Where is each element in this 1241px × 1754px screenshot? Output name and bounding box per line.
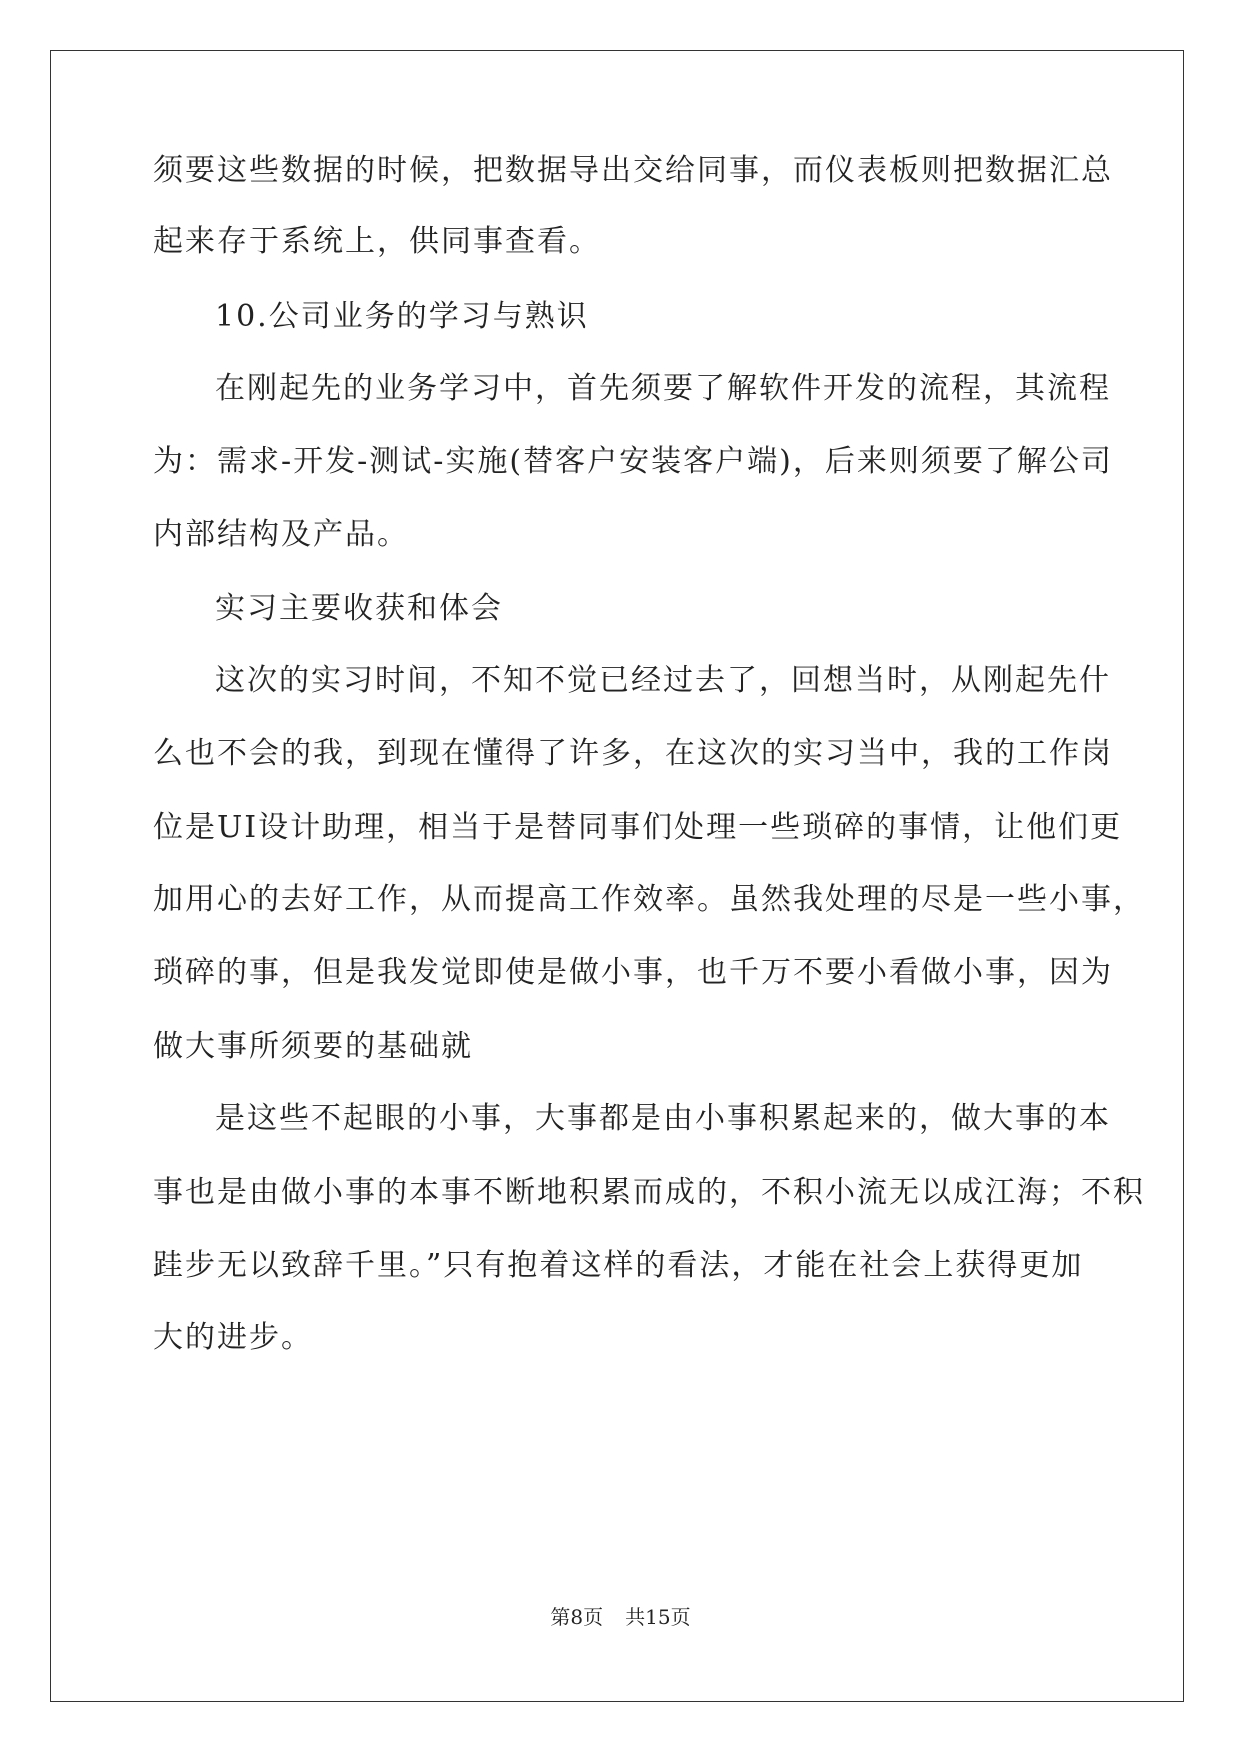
text-line: 须要这些数据的时候，把数据导出交给同事，而仪表板则把数据汇总	[153, 153, 1113, 188]
text-line: 么也不会的我，到现在懂得了许多，在这次的实习当中，我的工作岗	[153, 736, 1113, 771]
text-line: 起来存于系统上，供同事查看。	[153, 224, 601, 259]
text-line: 这次的实习时间，不知不觉已经过去了，回想当时，从刚起先什	[215, 663, 1111, 698]
section-heading: 实习主要收获和体会	[215, 591, 503, 626]
text-line: 大的进步。	[153, 1320, 313, 1355]
text-line: 内部结构及产品。	[153, 517, 409, 552]
text-line: 琐碎的事，但是我发觉即使是做小事，也千万不要小看做小事，因为	[153, 955, 1113, 990]
text-line: 在刚起先的业务学习中，首先须要了解软件开发的流程，其流程	[215, 371, 1111, 406]
page-footer	[0, 1603, 1241, 1631]
section-heading: 10.公司业务的学习与熟识	[215, 299, 589, 334]
text-line: 事也是由做小事的本事不断地积累而成的，不积小流无以成江海；不积	[153, 1175, 1145, 1210]
text-line: 跬步无以致辞千里。”只有抱着这样的看法，才能在社会上获得更加	[153, 1248, 1084, 1283]
page-number: 第8页	[550, 1605, 604, 1629]
text-line: 位是UI设计助理，相当于是替同事们处理一些琐碎的事情，让他们更	[153, 810, 1123, 845]
text-line: 为：需求-开发-测试-实施(替客户安装客户端)，后来则须要了解公司	[153, 444, 1113, 479]
text-line: 做大事所须要的基础就	[153, 1029, 473, 1064]
text-line: 加用心的去好工作，从而提高工作效率。虽然我处理的尽是一些小事，	[153, 882, 1145, 917]
page-total: 共15页	[625, 1605, 691, 1629]
text-line: 是这些不起眼的小事，大事都是由小事积累起来的，做大事的本	[215, 1101, 1111, 1136]
